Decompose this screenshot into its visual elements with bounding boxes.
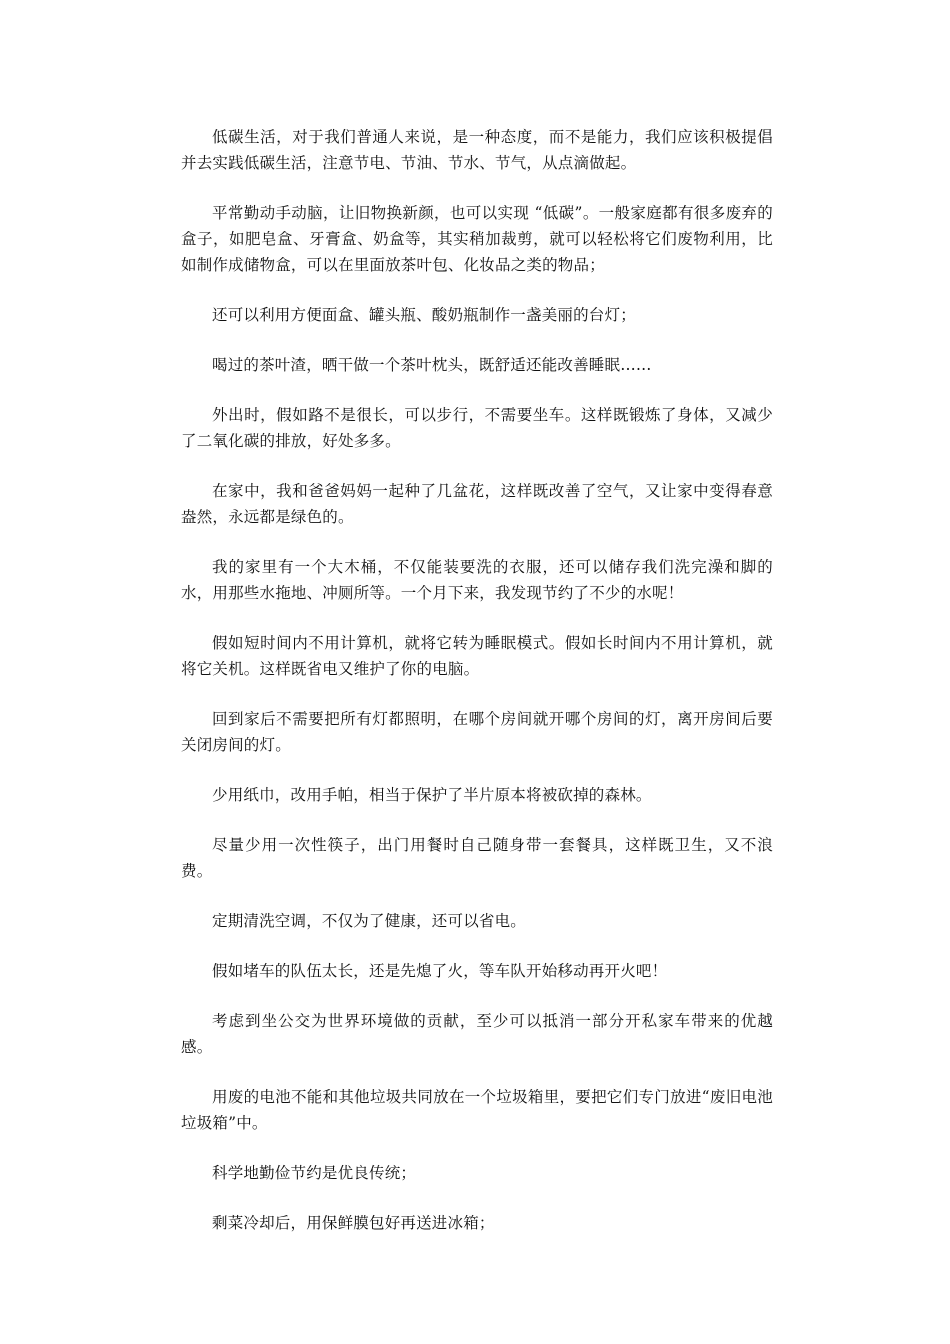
paragraph: 平常勤动手动脑，让旧物换新颜，也可以实现 “低碳”。一般家庭都有很多废弃的盒子，如肥皂盒、牙膏盒、奶盒等，其实稍加裁剪，就可以轻松将它们废物利用，比如制作成储物盒，可以在里面放茶叶包、化妆品之类的物品；	[181, 204, 773, 274]
paragraph: 尽量少用一次性筷子，出门用餐时自己随身带一套餐具，这样既卫生，又不浪费。	[181, 836, 773, 880]
paragraph: 喝过的茶叶渣，晒干做一个茶叶枕头，既舒适还能改善睡眠……	[212, 356, 652, 374]
paragraph: 我的家里有一个大木桶，不仅能装要洗的衣服，还可以储存我们洗完澡和脚的水，用那些水拖地、冲厕所等。一个月下来，我发现节约了不少的水呢！	[181, 558, 773, 602]
paragraph: 科学地勤俭节约是优良传统；	[212, 1164, 417, 1182]
paragraph: 外出时，假如路不是很长，可以步行，不需要坐车。这样既锻炼了身体，又减少了二氧化碳的排放，好处多多。	[181, 406, 773, 450]
paragraph: 少用纸巾，改用手帕，相当于保护了半片原本将被砍掉的森林。	[212, 786, 652, 804]
paragraph: 还可以利用方便面盒、罐头瓶、酸奶瓶制作一盏美丽的台灯；	[212, 306, 636, 324]
paragraph: 在家中，我和爸爸妈妈一起种了几盆花，这样既改善了空气，又让家中变得春意盎然，永远都是绿色的。	[181, 482, 773, 526]
paragraph: 考虑到坐公交为世界环境做的贡献，至少可以抵消一部分开私家车带来的优越感。	[181, 1012, 773, 1056]
paragraph: 假如短时间内不用计算机，就将它转为睡眠模式。假如长时间内不用计算机，就将它关机。这样既省电又维护了你的电脑。	[181, 634, 773, 678]
paragraph: 用废的电池不能和其他垃圾共同放在一个垃圾箱里，要把它们专门放进“废旧电池垃圾箱”中。	[181, 1088, 773, 1132]
paragraph: 低碳生活，对于我们普通人来说，是一种态度，而不是能力，我们应该积极提倡并去实践低碳生活，注意节电、节油、节水、节气，从点滴做起。	[181, 128, 773, 172]
paragraph: 定期清洗空调，不仅为了健康，还可以省电。	[212, 912, 527, 930]
paragraph: 剩菜冷却后，用保鲜膜包好再送进冰箱；	[212, 1214, 495, 1232]
document-body	[181, 124, 773, 1260]
paragraph: 回到家后不需要把所有灯都照明，在哪个房间就开哪个房间的灯，离开房间后要关闭房间的灯。	[181, 710, 773, 754]
paragraph: 假如堵车的队伍太长，还是先熄了火，等车队开始移动再开火吧！	[212, 962, 668, 980]
